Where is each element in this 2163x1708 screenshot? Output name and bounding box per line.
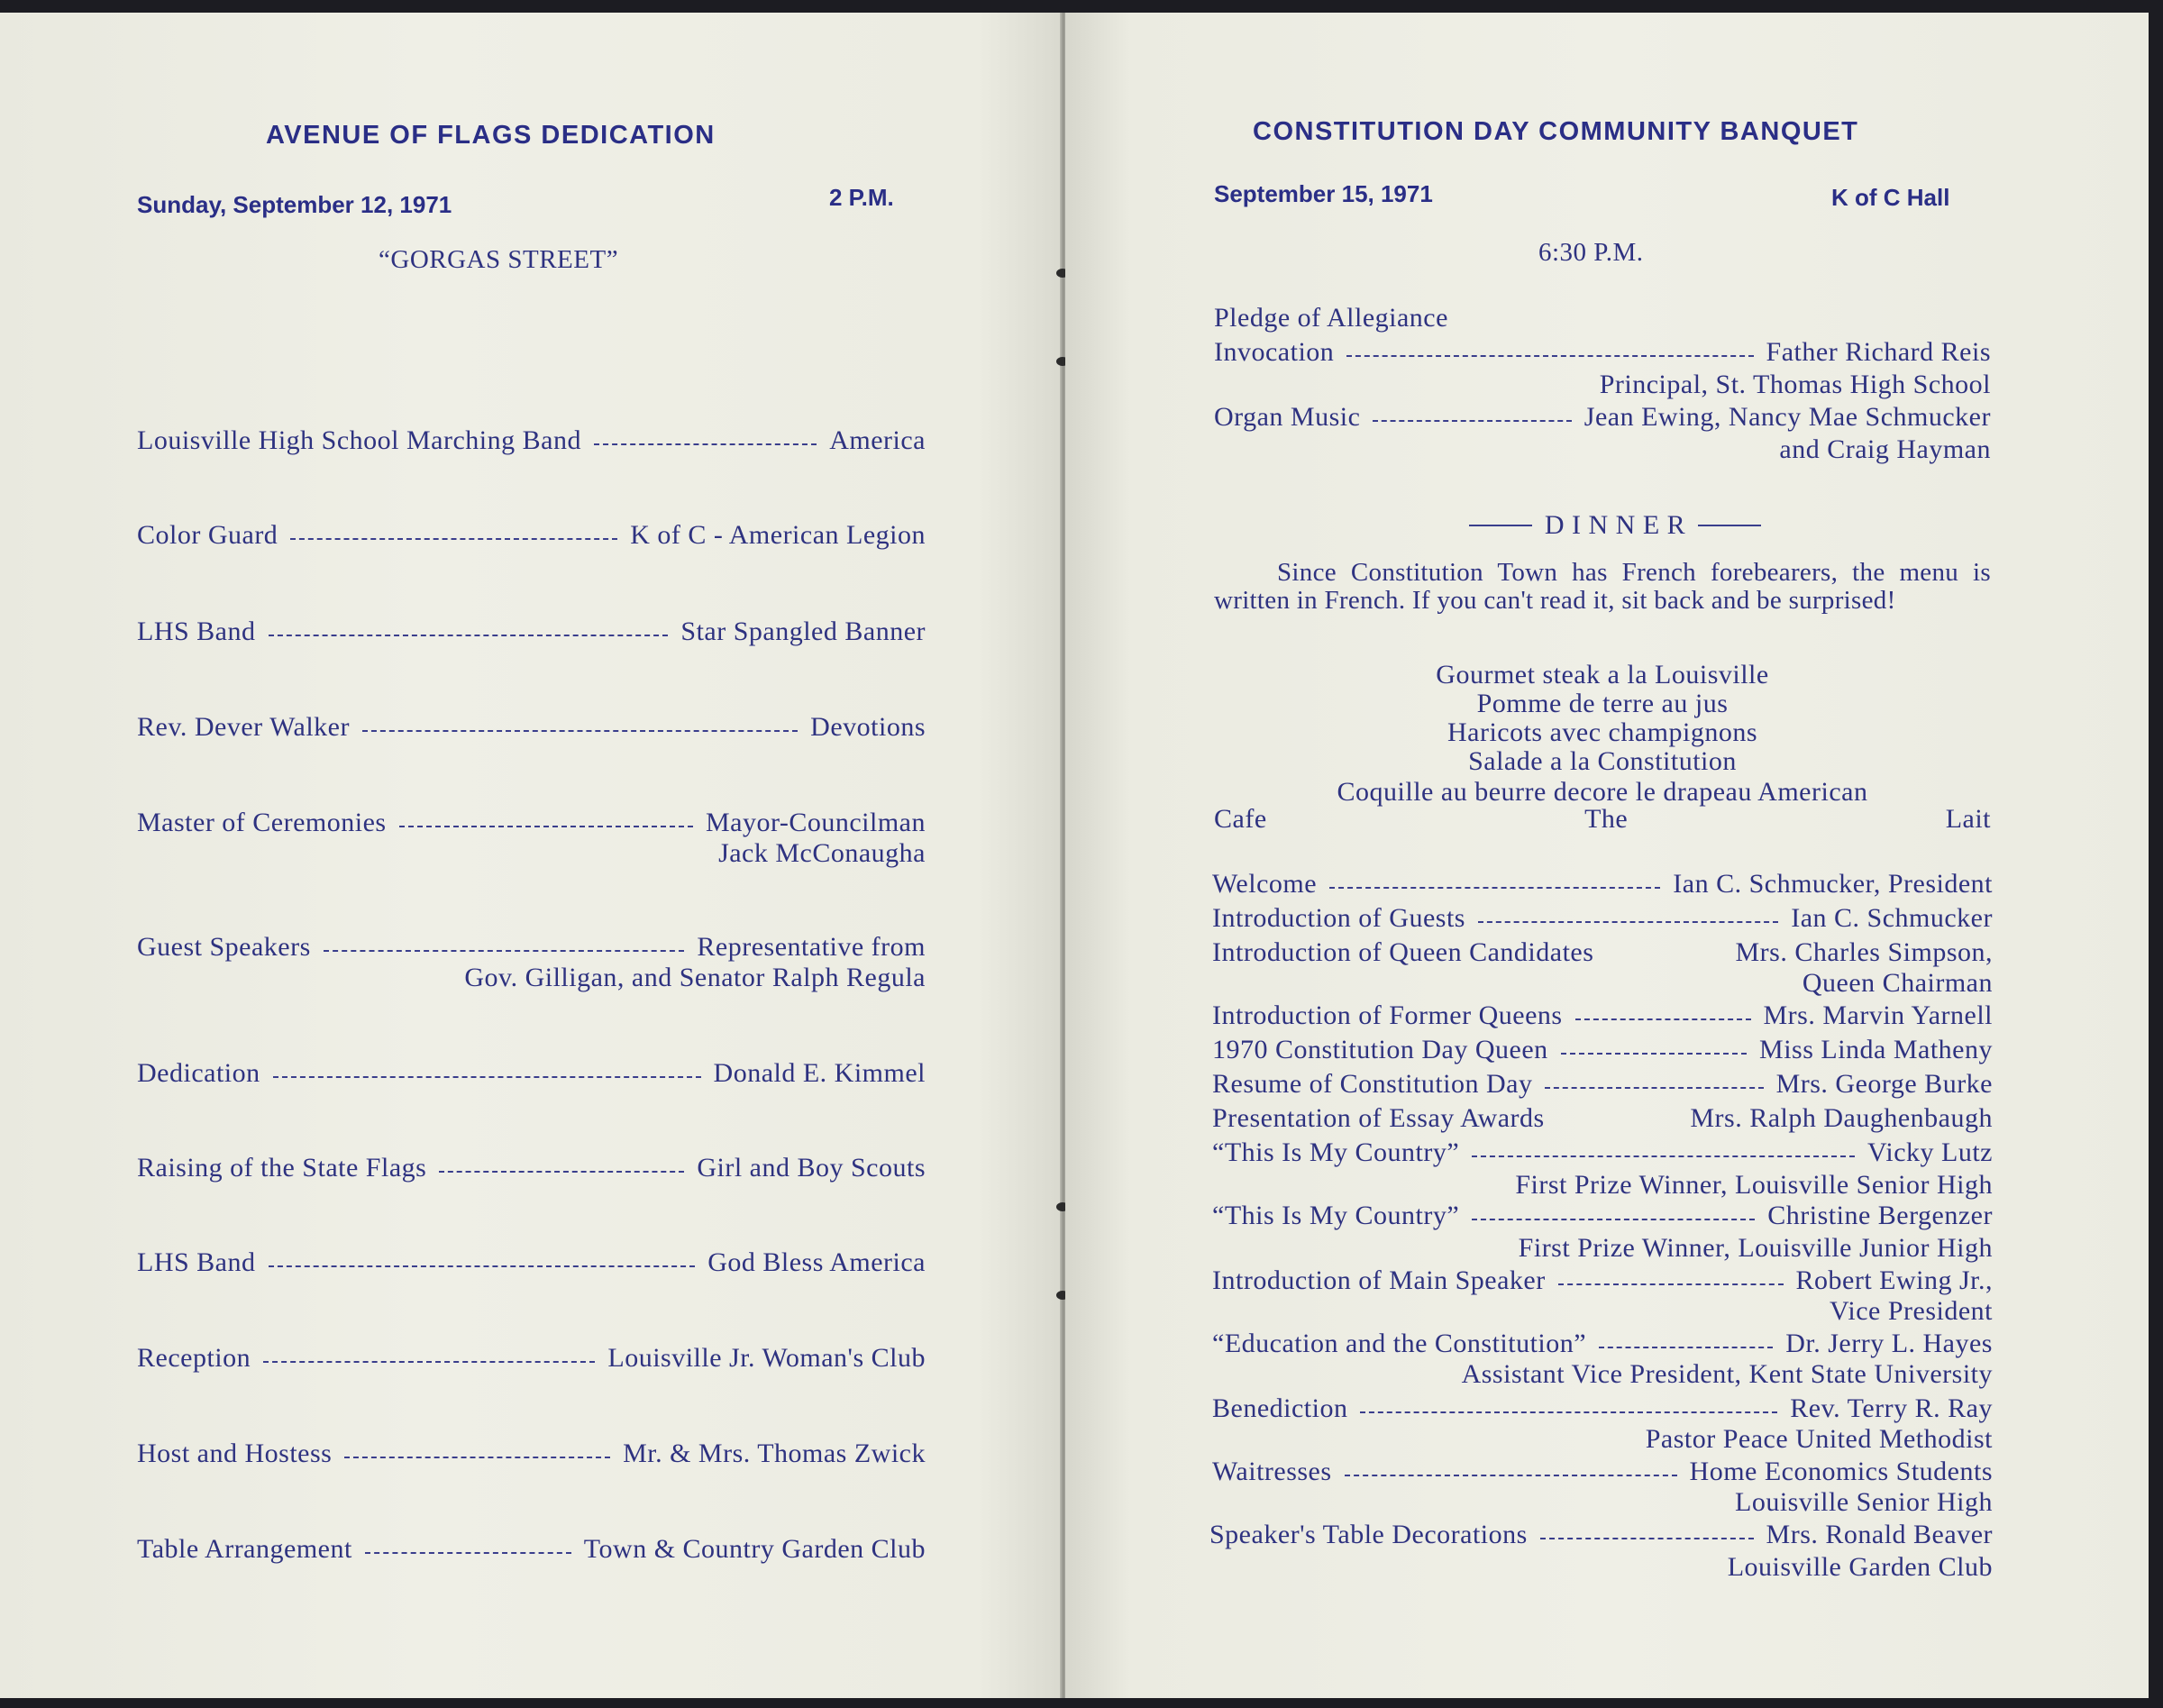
item-continuation: Jack McConaugha — [718, 838, 926, 868]
left-page — [0, 13, 1062, 1698]
left-item-row — [137, 932, 926, 963]
program-row — [1209, 1520, 1993, 1550]
program-label: Invocation — [1214, 337, 1335, 367]
leader-dashes — [1373, 420, 1571, 422]
program-label: Introduction of Queen Candidates — [1212, 937, 1594, 967]
program-continuation: and Craig Hayman — [1779, 434, 1991, 464]
program-row — [1212, 1393, 1993, 1424]
leader-dashes — [1360, 1411, 1777, 1413]
program-label: “This Is My Country” — [1212, 1201, 1460, 1230]
left-page-location: “GORGAS STREET” — [379, 245, 619, 274]
leader-dashes — [365, 1552, 571, 1554]
program-label: Introduction of Former Queens — [1212, 1000, 1563, 1030]
right-page-location: K of C Hall — [1831, 184, 1950, 211]
rule-line — [1469, 525, 1532, 526]
program-continuation: Vice President — [1830, 1296, 1993, 1326]
program-value: Home Economics Students — [1689, 1457, 1993, 1486]
program-row — [1212, 1201, 1993, 1231]
item-value: Mayor-Councilman — [705, 808, 926, 837]
item-value: Representative from — [697, 932, 926, 962]
program-label: “Education and the Constitution” — [1212, 1329, 1587, 1358]
item-value: Donald E. Kimmel — [713, 1058, 926, 1088]
item-value: Town & Country Garden Club — [583, 1534, 926, 1564]
left-item-row — [137, 520, 926, 551]
menu-word: Lait — [1945, 804, 1991, 834]
program-row — [1212, 1329, 1993, 1359]
program-continuation: Assistant Vice President, Kent State University — [1461, 1359, 1993, 1389]
right-page-time: 6:30 P.M. — [1538, 238, 1644, 267]
left-item-row — [137, 425, 926, 456]
item-value: America — [829, 425, 926, 455]
item-label: LHS Band — [137, 617, 256, 646]
program-value: Vicky Lutz — [1867, 1137, 1993, 1167]
menu-item: Gourmet steak a la Louisville — [1436, 660, 1769, 690]
program-label: Presentation of Essay Awards — [1212, 1103, 1545, 1133]
item-label: Reception — [137, 1343, 251, 1373]
leader-dashes — [1472, 1155, 1855, 1157]
program-row — [1212, 1069, 1993, 1100]
program-value: Robert Ewing Jr., — [1795, 1265, 1993, 1295]
leader-dashes — [1346, 355, 1753, 357]
item-value: Mr. & Mrs. Thomas Zwick — [623, 1439, 926, 1468]
program-continuation: Principal, St. Thomas High School — [1599, 370, 1991, 399]
dinner-heading — [1435, 510, 1795, 541]
item-label: Master of Ceremonies — [137, 808, 387, 837]
leader-dashes — [324, 950, 685, 952]
leader-dashes — [594, 443, 817, 445]
menu-last-line — [1214, 804, 1991, 835]
leader-dashes — [1345, 1475, 1677, 1476]
program-value: Ian C. Schmucker — [1791, 903, 1993, 933]
item-value: Louisville Jr. Woman's Club — [607, 1343, 926, 1373]
item-label: Raising of the State Flags — [137, 1153, 427, 1183]
item-label: Dedication — [137, 1058, 260, 1088]
item-label: Table Arrangement — [137, 1534, 352, 1564]
dinner-heading-text: D I N N E R — [1544, 510, 1686, 540]
program-row — [1212, 1265, 1993, 1296]
item-label: Louisville High School Marching Band — [137, 425, 581, 455]
leader-dashes — [269, 635, 669, 636]
program-value: Mrs. George Burke — [1775, 1069, 1993, 1099]
left-item-row — [137, 1153, 926, 1183]
program-row — [1212, 903, 1993, 934]
right-page — [1065, 13, 2149, 1698]
program-label: Welcome — [1212, 869, 1318, 899]
program-row — [1212, 1457, 1993, 1487]
program-continuation: First Prize Winner, Louisville Senior High — [1515, 1170, 1993, 1200]
program-row — [1212, 869, 1993, 900]
program-row — [1214, 337, 1991, 368]
leader-dashes — [263, 1361, 595, 1363]
left-item-row — [137, 1439, 926, 1469]
left-item-row — [137, 1343, 926, 1374]
leader-dashes — [290, 538, 617, 540]
leader-dashes — [1540, 1538, 1754, 1539]
item-label: LHS Band — [137, 1247, 256, 1277]
leader-dashes — [1472, 1219, 1755, 1220]
left-page-date: Sunday, September 12, 1971 — [137, 191, 452, 218]
program-row — [1212, 937, 1993, 968]
item-label: Guest Speakers — [137, 932, 311, 962]
program-label: Speaker's Table Decorations — [1209, 1520, 1528, 1549]
program-label: Introduction of Main Speaker — [1212, 1265, 1546, 1295]
program-continuation: Pastor Peace United Methodist — [1645, 1424, 1993, 1454]
left-item-row — [137, 808, 926, 838]
program-continuation: Louisville Senior High — [1735, 1487, 1993, 1517]
program-continuation: Louisville Garden Club — [1727, 1552, 1993, 1582]
item-value: K of C - American Legion — [630, 520, 926, 550]
program-label: 1970 Constitution Day Queen — [1212, 1035, 1548, 1064]
leader-dashes — [362, 730, 798, 732]
pledge-line: Pledge of Allegiance — [1214, 303, 1448, 333]
program-row — [1214, 402, 1991, 433]
program-value: Mrs. Charles Simpson, — [1735, 937, 1993, 967]
program-label: Introduction of Guests — [1212, 903, 1465, 933]
leader-dashes — [269, 1265, 696, 1267]
program-label: Resume of Constitution Day — [1212, 1069, 1533, 1099]
menu-item: Coquille au beurre decore le drapeau American — [1337, 777, 1868, 807]
left-item-row — [137, 1058, 926, 1089]
item-label: Rev. Dever Walker — [137, 712, 350, 742]
program-continuation: Queen Chairman — [1802, 968, 1993, 998]
leader-dashes — [273, 1076, 701, 1078]
item-label: Color Guard — [137, 520, 278, 550]
program-label: Benediction — [1212, 1393, 1348, 1423]
right-page-title: CONSTITUTION DAY COMMUNITY BANQUET — [1253, 117, 1859, 146]
left-item-row — [137, 1247, 926, 1278]
program-row — [1212, 1137, 1993, 1168]
program-value: Mrs. Ronald Beaver — [1766, 1520, 1993, 1549]
program-value: Rev. Terry R. Ray — [1790, 1393, 1993, 1423]
program-value: Jean Ewing, Nancy Mae Schmucker — [1583, 402, 1991, 432]
rule-line — [1698, 525, 1761, 526]
leader-dashes — [399, 826, 693, 827]
leader-dashes — [1329, 887, 1660, 889]
leader-dashes — [344, 1457, 610, 1458]
menu-word: The — [1584, 804, 1629, 834]
menu-item: Pomme de terre au jus — [1476, 689, 1729, 718]
leader-dashes — [1545, 1087, 1763, 1089]
program-value: Mrs. Ralph Daughenbaugh — [1690, 1103, 1993, 1133]
menu-word: Cafe — [1214, 804, 1267, 834]
item-label: Host and Hostess — [137, 1439, 333, 1468]
program-value: Dr. Jerry L. Hayes — [1785, 1329, 1993, 1358]
program-label: Organ Music — [1214, 402, 1361, 432]
program-value: Miss Linda Matheny — [1759, 1035, 1993, 1064]
leader-dashes — [1575, 1018, 1751, 1020]
program-value: Christine Bergenzer — [1767, 1201, 1993, 1230]
item-value: Devotions — [810, 712, 926, 742]
leader-dashes — [1558, 1283, 1784, 1285]
left-item-row — [137, 617, 926, 647]
program-value: Mrs. Marvin Yarnell — [1763, 1000, 1993, 1030]
program-label: Waitresses — [1212, 1457, 1332, 1486]
menu-item: Salade a la Constitution — [1468, 746, 1737, 776]
program-label: “This Is My Country” — [1212, 1137, 1460, 1167]
program-value: Ian C. Schmucker, President — [1673, 869, 1993, 899]
left-page-time: 2 P.M. — [829, 184, 894, 211]
left-item-row — [137, 1534, 926, 1565]
dinner-note: Since Constitution Town has French forebearers, the menu is written in French. If you can't read it, sit back and be surprised! — [1214, 558, 1991, 615]
item-value: God Bless America — [707, 1247, 926, 1277]
right-page-date: September 15, 1971 — [1214, 180, 1433, 207]
leader-dashes — [1599, 1347, 1773, 1348]
leader-dashes — [1478, 921, 1778, 923]
item-value: Star Spangled Banner — [680, 617, 926, 646]
program-row — [1212, 1035, 1993, 1065]
item-continuation: Gov. Gilligan, and Senator Ralph Regula — [464, 963, 926, 992]
left-item-row — [137, 712, 926, 743]
menu-item: Haricots avec champignons — [1447, 717, 1758, 747]
program-value: Father Richard Reis — [1766, 337, 1991, 367]
item-value: Girl and Boy Scouts — [697, 1153, 926, 1183]
leader-dashes — [1561, 1053, 1747, 1055]
leader-dashes — [439, 1171, 684, 1173]
program-row — [1212, 1000, 1993, 1031]
program-continuation: First Prize Winner, Louisville Junior High — [1518, 1233, 1993, 1263]
left-page-title: AVENUE OF FLAGS DEDICATION — [266, 121, 716, 150]
program-row — [1212, 1103, 1993, 1134]
